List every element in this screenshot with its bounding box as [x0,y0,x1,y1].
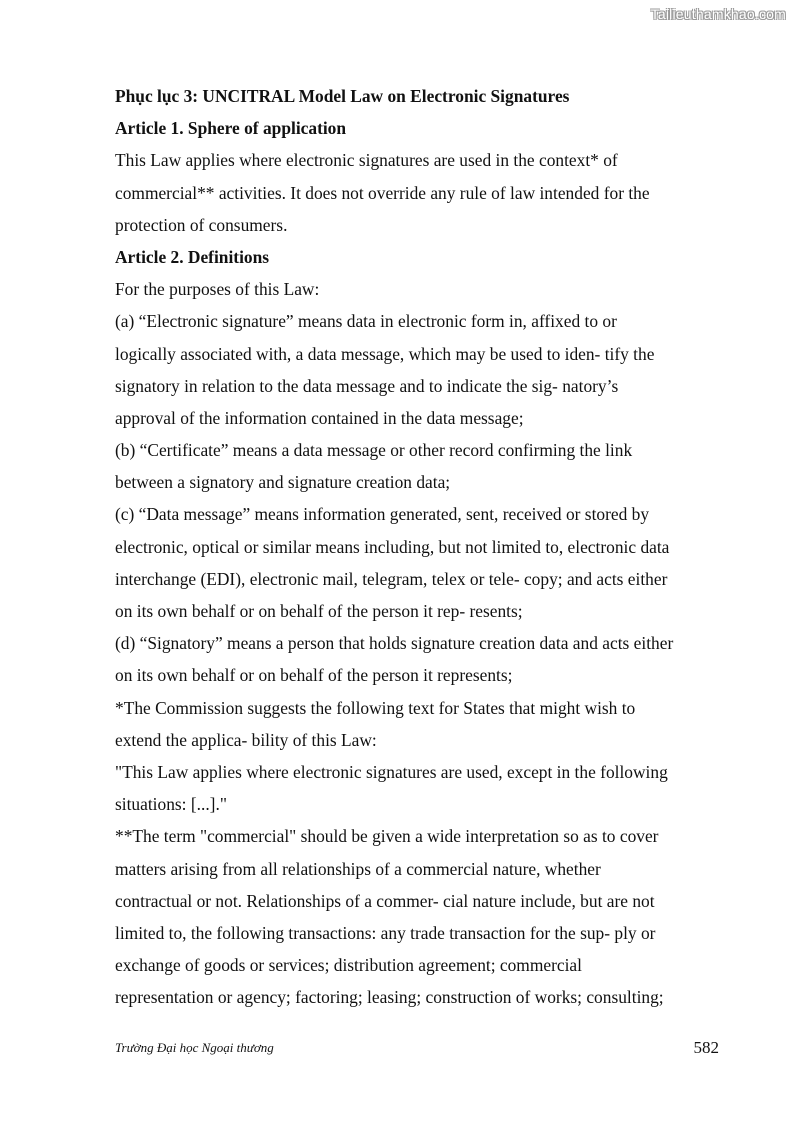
article-2-line: (a) “Electronic signature” means data in electronic form in, affixed to or [115,311,617,332]
document-body [115,80,725,1013]
footnote-line: situations: [...]." [115,794,227,815]
article-2-line: For the purposes of this Law: [115,279,320,300]
page-footer [115,1038,719,1062]
document-title: Phục lục 3: UNCITRAL Model Law on Electronic Signatures [115,86,570,106]
footnote-line: representation or agency; factoring; leasing; construction of works; consulting; [115,987,664,1008]
article-2-line: interchange (EDI), electronic mail, telegram, telex or tele- copy; and acts either [115,568,668,589]
page-number: 582 [693,1038,719,1057]
footnote-line: **The term "commercial" should be given a wide interpretation so as to cover [115,826,659,847]
watermark-text: Tailieuthamkhao.com [650,6,786,22]
article-2-line: (d) “Signatory” means a person that holds signature creation data and acts either [115,633,674,654]
article-2-line: (c) “Data message” means information generated, sent, received or stored by [115,504,650,525]
article-2-line: signatory in relation to the data message and to indicate the sig- natory’s [115,375,619,396]
footnote-line: *The Commission suggests the following text for States that might wish to [115,697,636,718]
article-1-line: protection of consumers. [115,214,288,235]
article-1-line: commercial** activities. It does not override any rule of law intended for the [115,182,650,203]
article-2-line: on its own behalf or on behalf of the person it represents; [115,665,513,686]
article-2-line: between a signatory and signature creation data; [115,472,451,493]
footnote-line: contractual or not. Relationships of a commer- cial nature include, but are not [115,890,655,911]
article-2-line: (b) “Certificate” means a data message or other record confirming the link [115,440,633,461]
footnote-line: "This Law applies where electronic signatures are used, except in the following [115,761,668,782]
article-1-heading: Article 1. Sphere of application [115,118,347,139]
article-2-line: approval of the information contained in the data message; [115,407,524,428]
article-2-heading: Article 2. Definitions [115,246,270,267]
footnote-line: matters arising from all relationships of a commercial nature, whether [115,858,601,879]
article-1-line: This Law applies where electronic signatures are used in the context* of [115,150,618,171]
footnote-line: extend the applica- bility of this Law: [115,729,377,750]
footer-school-name: Trường Đại học Ngoại thương [115,1040,274,1055]
footnote-line: limited to, the following transactions: any trade transaction for the sup- ply or [115,922,656,943]
footnote-line: exchange of goods or services; distribution agreement; commercial [115,955,582,976]
article-2-line: logically associated with, a data message, which may be used to iden- tify the [115,343,655,364]
article-2-line: electronic, optical or similar means including, but not limited to, electronic data [115,536,670,557]
article-2-line: on its own behalf or on behalf of the person it rep- resents; [115,601,523,621]
